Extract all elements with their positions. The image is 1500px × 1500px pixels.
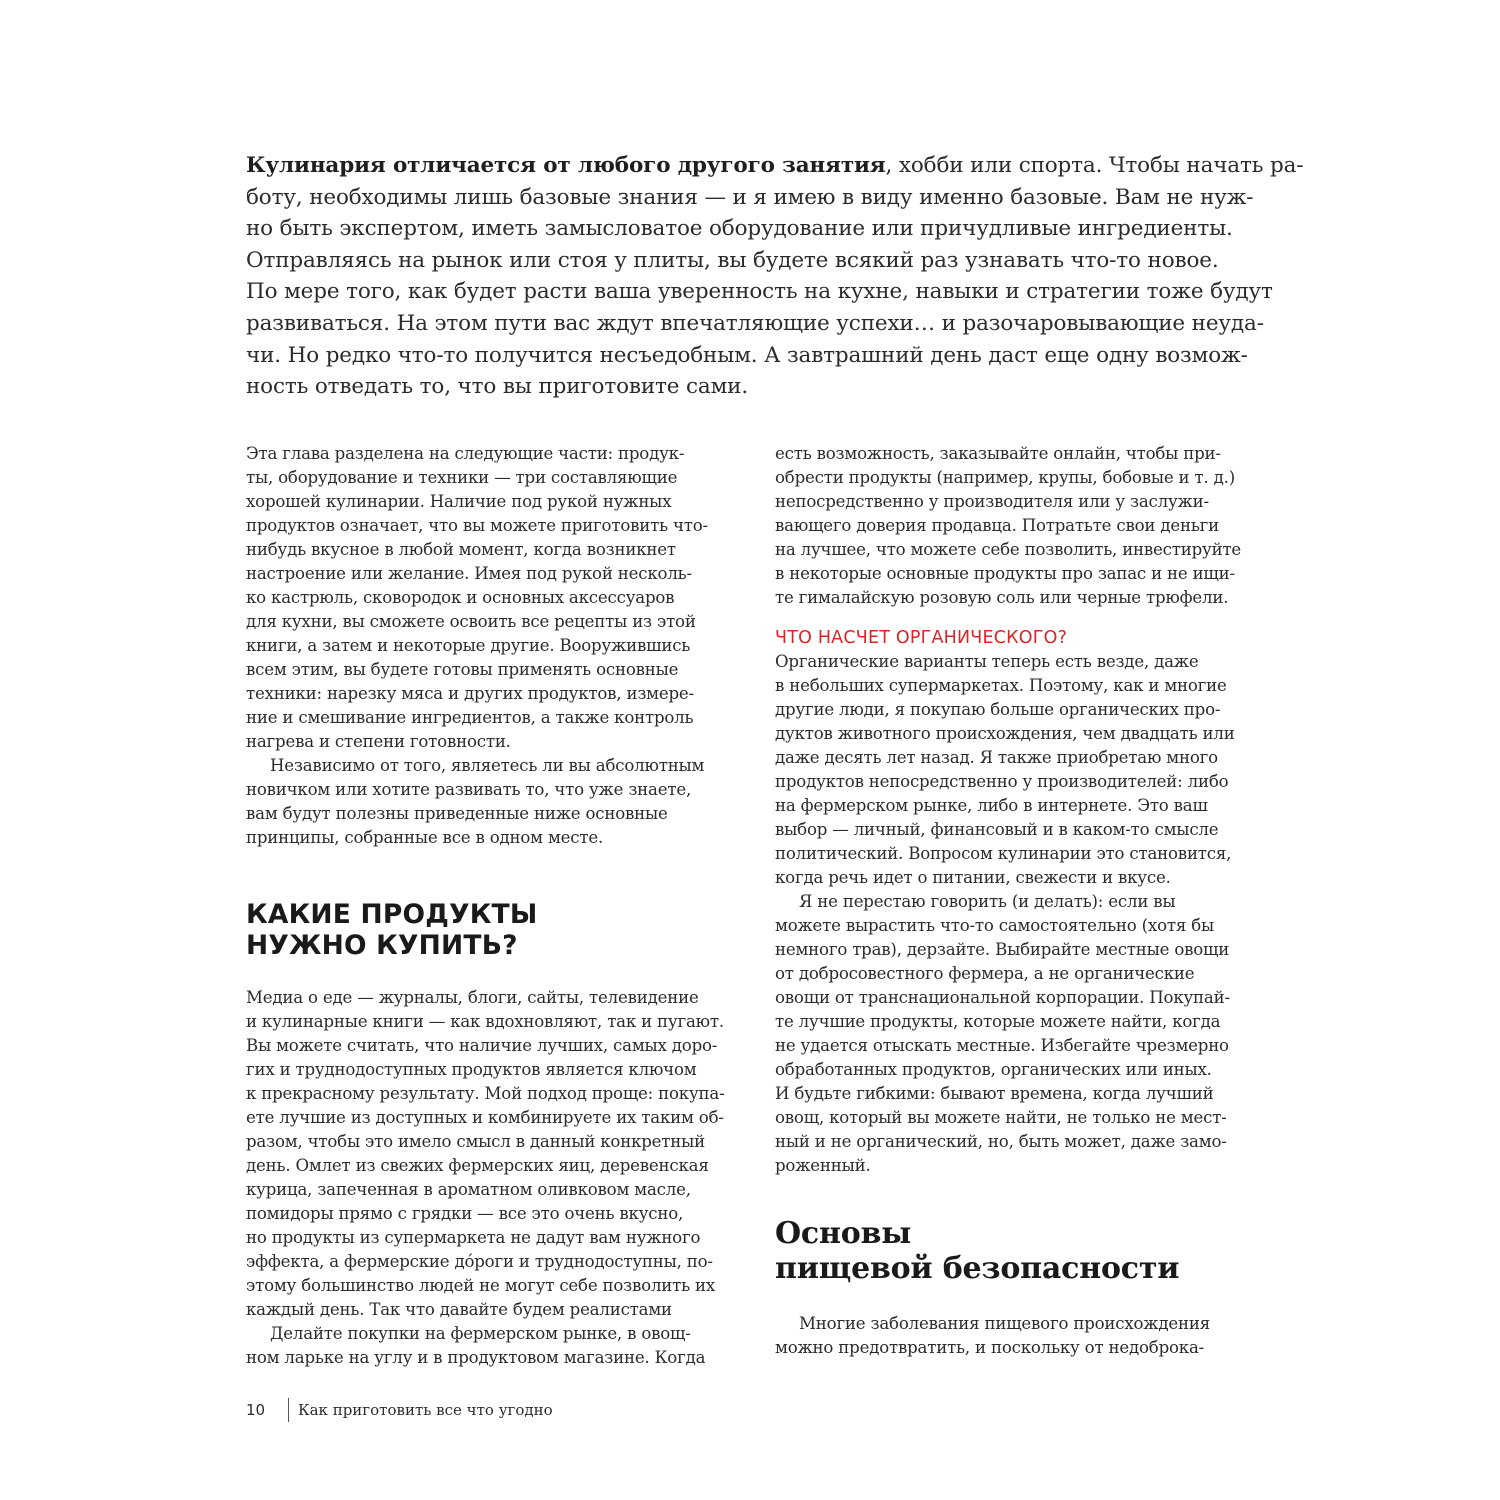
text-line: Независимо от того, являетесь ли вы абсолютным <box>270 756 705 775</box>
paragraph <box>775 1312 1275 1360</box>
intro-lead: Кулинария отличается от любого другого занятия <box>246 153 886 178</box>
text-line: овощи от транснациональной корпорации. Покупай- <box>775 988 1230 1007</box>
intro-line: чи. Но редко что-то получится несъедобным. А завтрашний день даст еще одну возмож- <box>246 342 1248 368</box>
page-footer <box>246 1397 553 1423</box>
text-line: Медиа о еде — журналы, блоги, сайты, телевидение <box>246 988 699 1007</box>
text-line: ете лучшие из доступных и комбинируете их таким об- <box>246 1108 724 1127</box>
text-line: те лучшие продукты, которые можете найти, когда <box>775 1012 1221 1031</box>
intro-line: но быть экспертом, иметь замысловатое оборудование или причудливые ингредиенты. <box>246 216 1233 242</box>
text-line: овощ, который вы можете найти, не только не мест- <box>775 1108 1227 1127</box>
text-line: новичком или хотите развивать то, что уже знаете, <box>246 780 692 799</box>
text-line: Вы можете считать, что наличие лучших, самых доро- <box>246 1036 718 1055</box>
intro-line: По мере того, как будет расти ваша уверенность на кухне, навыки и стратегии тоже будут <box>246 279 1273 305</box>
text-line: Многие заболевания пищевого происхождения <box>799 1314 1210 1333</box>
intro-line: ность отведать то, что вы приготовите сами. <box>246 374 749 400</box>
text-line: нибудь вкусное в любой момент, когда возникнет <box>246 540 676 559</box>
text-line: помидоры прямо с грядки — все это очень вкусно, <box>246 1204 684 1223</box>
text-line: другие люди, я покупаю больше органических про- <box>775 700 1221 719</box>
paragraph <box>246 442 736 754</box>
heading-line: пищевой безопасности <box>775 1251 1180 1286</box>
section-heading-food-safety <box>775 1216 1275 1286</box>
text-line: на лучшее, что можете себе позволить, инвестируйте <box>775 540 1242 559</box>
footer-divider <box>288 1398 289 1422</box>
paragraph <box>246 754 736 850</box>
text-line: ный и не органический, но, быть может, даже замо- <box>775 1132 1227 1151</box>
text-line: к прекрасному результату. Мой подход проще: покупа- <box>246 1084 725 1103</box>
paragraph <box>246 986 736 1322</box>
text-line: непосредственно у производителя или у заслужи- <box>775 492 1209 511</box>
text-line: в небольших супермаркетах. Поэтому, как и многие <box>775 676 1227 695</box>
text-line: нагрева и степени готовности. <box>246 732 511 751</box>
text-line: техники: нарезку мяса и других продуктов, измере- <box>246 684 694 703</box>
text-line: немного трав), дерзайте. Выбирайте местные овощи <box>775 940 1230 959</box>
intro-paragraph <box>246 150 1304 403</box>
text-line: ко кастрюль, сковородок и основных аксессуаров <box>246 588 675 607</box>
paragraph <box>246 1322 736 1370</box>
text-line: всем этим, вы будете готовы применять основные <box>246 660 679 679</box>
text-line: и кулинарные книги — как вдохновляют, так и пугают. <box>246 1012 724 1031</box>
text-line: Органические варианты теперь есть везде, даже <box>775 652 1199 671</box>
paragraph <box>775 890 1275 1178</box>
text-line: каждый день. Так что давайте будем реалистами <box>246 1300 672 1319</box>
right-column <box>775 442 1275 1360</box>
heading-line: Основы <box>775 1216 912 1251</box>
text-line: есть возможность, заказывайте онлайн, чтобы при- <box>775 444 1221 463</box>
book-title: Как приготовить все что угодно <box>298 1401 553 1419</box>
text-line: можете вырастить что-то самостоятельно (хотя бы <box>775 916 1214 935</box>
text-line: даже десять лет назад. Я также приобретаю много <box>775 748 1218 767</box>
text-line: разом, чтобы это имело смысл в данный конкретный <box>246 1132 706 1151</box>
text-line: от добросовестного фермера, а не органические <box>775 964 1195 983</box>
text-line: вающего доверия продавца. Потратьте свои деньги <box>775 516 1220 535</box>
paragraph <box>775 442 1275 610</box>
text-line: хорошей кулинарии. Наличие под рукой нужных <box>246 492 672 511</box>
intro-line: боту, необходимы лишь базовые знания — и я имею в виду именно базовые. Вам не нуж- <box>246 184 1254 210</box>
text-line: Я не перестаю говорить (и делать): если вы <box>799 892 1176 911</box>
intro-line: развиваться. На этом пути вас ждут впечатляющие успехи… и разочаровывающие неуда- <box>246 310 1264 336</box>
text-line: можно предотвратить, и поскольку от недоброка- <box>775 1338 1205 1357</box>
text-line: вам будут полезны приведенные ниже основные <box>246 804 668 823</box>
text-line: день. Омлет из свежих фермерских яиц, деревенская <box>246 1156 709 1175</box>
text-line: политический. Вопросом кулинарии это становится, <box>775 844 1232 863</box>
text-line: принципы, собранные все в одном месте. <box>246 828 604 847</box>
text-line: не удается отыскать местные. Избегайте чрезмерно <box>775 1036 1229 1055</box>
text-line: те гималайскую розовую соль или черные трюфели. <box>775 588 1229 607</box>
left-column <box>246 442 736 1370</box>
text-line: продуктов непосредственно у производителей: либо <box>775 772 1229 791</box>
text-line: эффекта, а фермерские до́роги и труднодоступны, по- <box>246 1252 713 1271</box>
text-line: на фермерском рынке, либо в интернете. Это ваш <box>775 796 1208 815</box>
text-line: И будьте гибкими: бывают времена, когда лучший <box>775 1084 1214 1103</box>
text-line: книги, а затем и некоторые другие. Вооружившись <box>246 636 691 655</box>
intro-line: Отправляясь на рынок или стоя у плиты, вы будете всякий раз узнавать что-то новое. <box>246 247 1219 273</box>
text-line: настроение или желание. Имея под рукой несколь- <box>246 564 692 583</box>
heading-line: НУЖНО КУПИТЬ? <box>246 930 518 961</box>
text-line: роженный. <box>775 1156 871 1175</box>
page-number: 10 <box>246 1401 266 1419</box>
text-line: выбор — личный, финансовый и в каком-то смысле <box>775 820 1219 839</box>
text-line: в некоторые основные продукты про запас и не ищи- <box>775 564 1235 583</box>
heading-line: КАКИЕ ПРОДУКТЫ <box>246 899 538 930</box>
text-line: обработанных продуктов, органических или иных. <box>775 1060 1212 1079</box>
text-line: ние и смешивание ингредиентов, а также контроль <box>246 708 694 727</box>
paragraph <box>775 650 1275 890</box>
text-line: гих и труднодоступных продуктов является ключом <box>246 1060 697 1079</box>
text-line: продуктов означает, что вы можете приготовить что- <box>246 516 708 535</box>
text-line: для кухни, вы сможете освоить все рецепты из этой <box>246 612 696 631</box>
text-line: Делайте покупки на фермерском рынке, в овощ- <box>270 1324 691 1343</box>
text-line: когда речь идет о питании, свежести и вкусе. <box>775 868 1171 887</box>
text-line: Эта глава разделена на следующие части: продук- <box>246 444 685 463</box>
text-line: дуктов животного происхождения, чем двадцать или <box>775 724 1235 743</box>
intro-line: Кулинария отличается от любого другого занятия, хобби или спорта. Чтобы начать ра- <box>246 153 1304 178</box>
text-line: ном ларьке на углу и в продуктовом магазине. Когда <box>246 1348 706 1367</box>
text-line: этому большинство людей не могут себе позволить их <box>246 1276 716 1295</box>
section-heading-products <box>246 899 736 961</box>
text-line: но продукты из супермаркета не дадут вам нужного <box>246 1228 701 1247</box>
text-line: курица, запеченная в ароматном оливковом масле, <box>246 1180 691 1199</box>
text-line: обрести продукты (например, крупы, бобовые и т. д.) <box>775 468 1235 487</box>
text-line: ты, оборудование и техники — три составляющие <box>246 468 678 487</box>
subheading-organic: ЧТО НАСЧЕТ ОРГАНИЧЕСКОГО? <box>775 628 1068 648</box>
